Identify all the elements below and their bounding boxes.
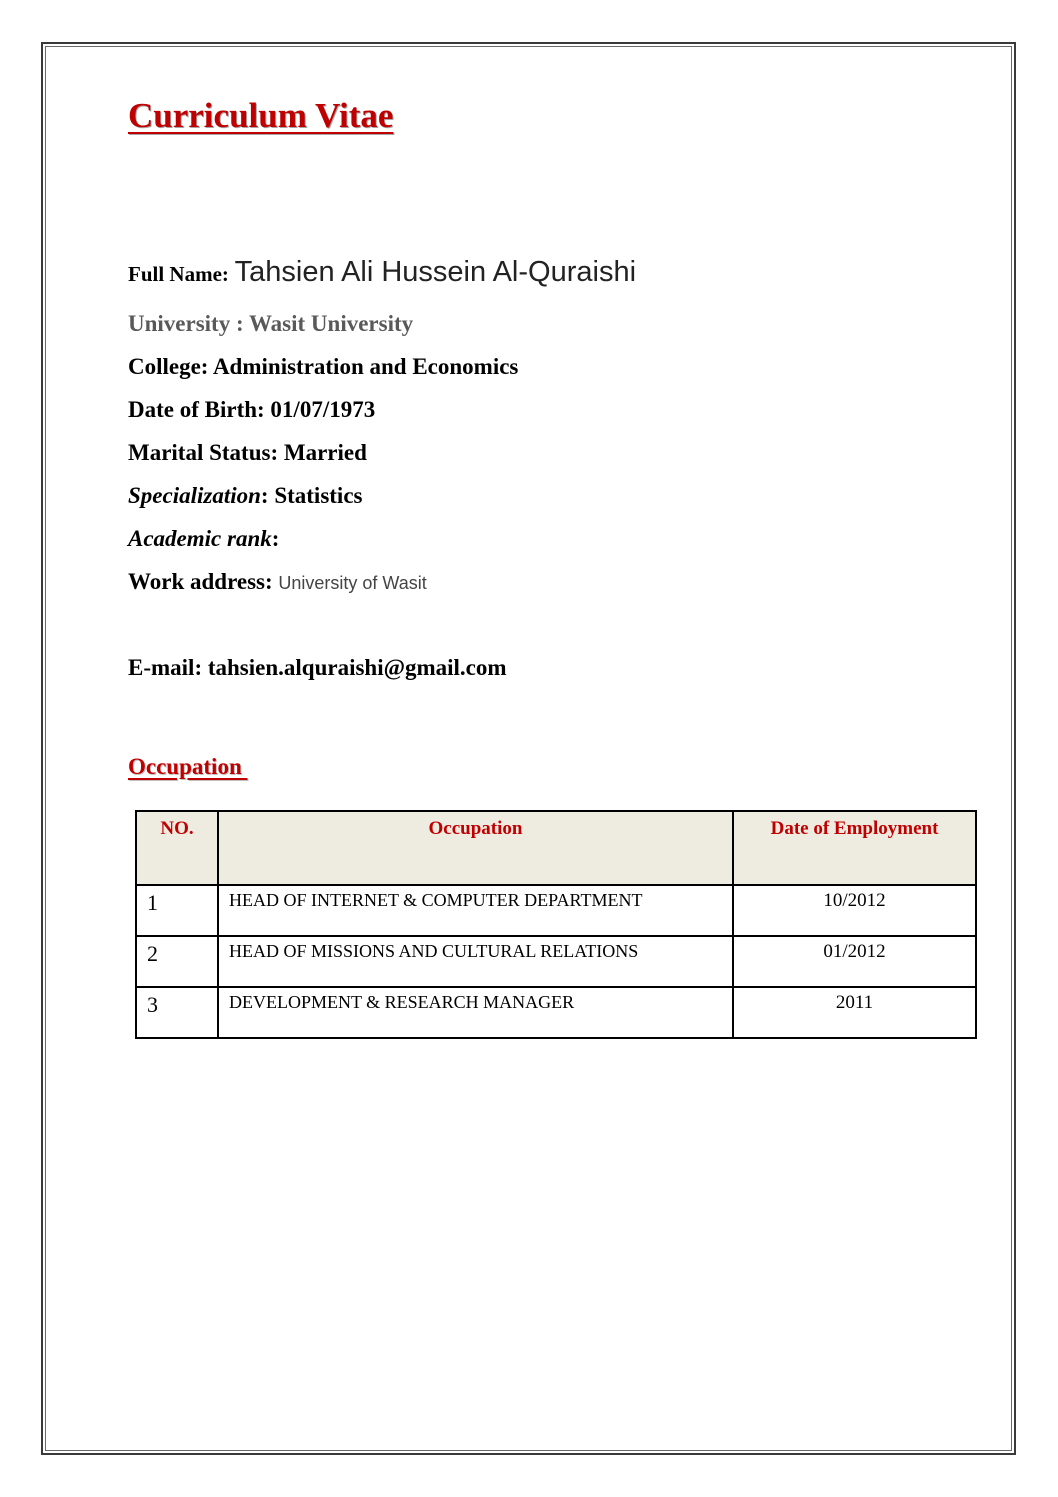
full-name-label: Full Name:	[128, 262, 229, 286]
table-row	[136, 885, 976, 936]
header-no: NO.	[136, 811, 218, 885]
work-address-value: University of Wasit	[278, 573, 427, 593]
full-name-value: Tahsien Ali Hussein Al-Quraishi	[234, 256, 637, 288]
row-date: 2011	[733, 987, 976, 1038]
header-date-of-employment: Date of Employment	[733, 811, 976, 885]
row-date: 10/2012	[733, 885, 976, 936]
row-no: 3	[136, 987, 218, 1038]
specialization-label: Specialization	[128, 483, 261, 508]
table-row	[136, 936, 976, 987]
work-address-label: Work address:	[128, 569, 273, 594]
table-row	[136, 987, 976, 1038]
specialization-value: : Statistics	[260, 483, 363, 508]
row-occupation: HEAD OF MISSIONS AND CULTURAL RELATIONS	[218, 936, 733, 987]
university-line: University : Wasit University	[128, 311, 414, 336]
row-date: 01/2012	[733, 936, 976, 987]
row-no: 1	[136, 885, 218, 936]
row-occupation: DEVELOPMENT & RESEARCH MANAGER	[218, 987, 733, 1038]
document-title: Curriculum Vitae	[128, 96, 394, 135]
occupation-heading: Occupation	[128, 754, 248, 779]
occupation-table	[135, 810, 977, 1039]
dob-line: Date of Birth: 01/07/1973	[128, 397, 376, 422]
academic-rank-line	[128, 526, 279, 552]
full-name-line	[128, 256, 636, 289]
email-line: E-mail: tahsien.alquraishi@gmail.com	[128, 655, 507, 680]
academic-rank-value: :	[271, 526, 280, 551]
table-header-row	[136, 811, 976, 885]
specialization-line	[128, 483, 362, 509]
marital-status-line: Marital Status: Married	[128, 440, 367, 465]
row-occupation: HEAD OF INTERNET & COMPUTER DEPARTMENT	[218, 885, 733, 936]
academic-rank-label: Academic rank	[128, 526, 272, 551]
work-address-line	[128, 569, 427, 595]
header-occupation: Occupation	[218, 811, 733, 885]
row-no: 2	[136, 936, 218, 987]
college-line: College: Administration and Economics	[128, 354, 519, 379]
